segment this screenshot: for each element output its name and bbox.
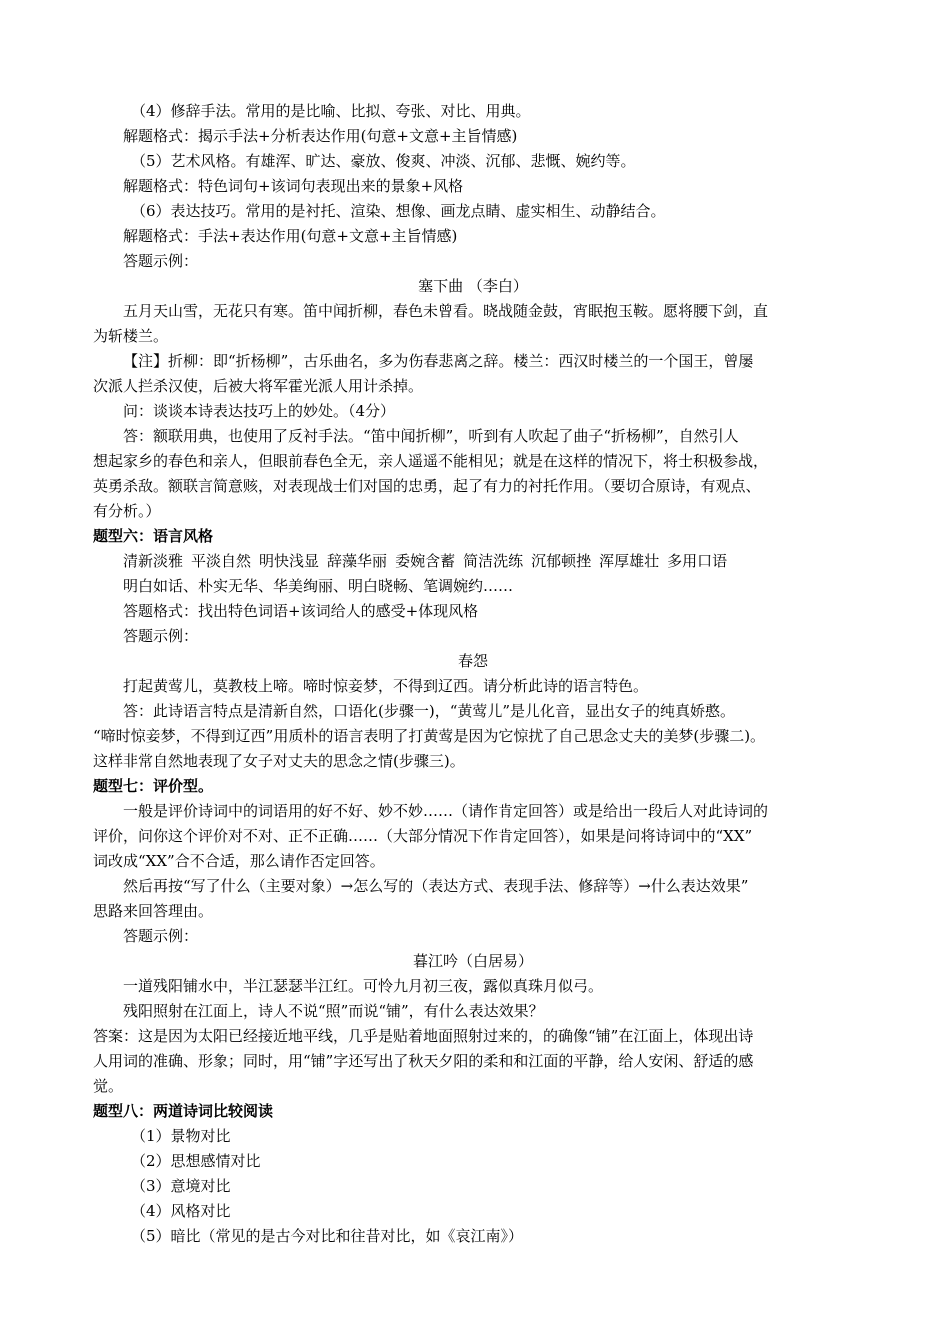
poem-text: 打起黄莺儿，莫教枝上啼。啼时惊妾梦，不得到辽西。请分析此诗的语言特色。 xyxy=(123,677,649,695)
paragraph-text: 一般是评价诗词中的词语用的好不好、妙不妙……（请作肯定回答）或是给出一段后人对此诗词的 xyxy=(123,802,769,820)
section-heading: 题型六：语言风格 xyxy=(93,527,214,545)
style-term: 平淡自然 xyxy=(191,552,252,570)
answer-text: 人用词的准确、形象；同时，用“铺”字还写出了秋天夕阳的柔和和江面的平静，给人安闲、舒适的感 xyxy=(93,1052,754,1070)
style-term: 明快浅显 xyxy=(259,552,320,570)
text-line: 解题格式：手法+表达作用(句意+文意+主旨情感) xyxy=(123,227,458,245)
answer-text: 答：此诗语言特点是清新自然，口语化(步骤一)，“黄莺儿”是儿化音，显出女子的纯真娇憨。 xyxy=(123,702,736,720)
note-text: 【注】折柳：即“折杨柳”，古乐曲名，多为伤春悲离之辞。楼兰：西汉时楼兰的一个国王，曾屡 xyxy=(123,352,754,370)
poem-title: 暮江吟（白居易） xyxy=(412,952,533,970)
text-line: （5）艺术风格。有雄浑、旷达、豪放、俊爽、冲淡、沉郁、悲慨、婉约等。 xyxy=(131,152,636,170)
paragraph-text: 然后再按“写了什么（主要对象）→怎么写的（表达方式、表现手法、修辞等）→什么表达效果” xyxy=(123,877,749,895)
text-line: （4）修辞手法。常用的是比喻、比拟、夸张、对比、用典。 xyxy=(131,102,531,120)
text-line: 答题示例： xyxy=(123,252,199,270)
text-line: 解题格式：揭示手法+分析表达作用(句意+文意+主旨情感) xyxy=(123,127,518,145)
answer-text: 觉。 xyxy=(93,1077,124,1095)
text-line: 明白如话、朴实无华、华美绚丽、明白晓畅、笔调婉约…… xyxy=(123,577,514,595)
style-term: 清新淡雅 xyxy=(123,552,184,570)
text-line: 答题示例： xyxy=(123,627,199,645)
section-heading: 题型七：评价型。 xyxy=(93,777,214,795)
answer-text: 答案：这是因为太阳已经接近地平线，几乎是贴着地面照射过来的，的确像“铺”在江面上，体现出诗 xyxy=(93,1027,754,1045)
style-term: 多用口语 xyxy=(667,552,728,570)
list-item: （5）暗比（常见的是古今对比和往昔对比，如《哀江南》） xyxy=(131,1227,524,1245)
style-term: 辞藻华丽 xyxy=(327,552,388,570)
poem-text: 一道残阳铺水中，半江瑟瑟半江红。可怜九月初三夜，露似真珠月似弓。 xyxy=(123,977,604,995)
style-term: 简洁洗练 xyxy=(463,552,524,570)
style-list xyxy=(93,549,853,574)
poem-title: 塞下曲 （李白） xyxy=(418,277,528,295)
note-text: 次派人拦杀汉使，后被大将军霍光派人用计杀掉。 xyxy=(93,377,424,395)
list-item: （2）思想感情对比 xyxy=(131,1152,261,1170)
answer-text: 英勇杀敌。额联言简意赅，对表现战士们对国的忠勇，起了有力的衬托作用。（要切合原诗，有观点、 xyxy=(93,477,761,495)
style-term: 浑厚雄壮 xyxy=(599,552,660,570)
text-line: （6）表达技巧。常用的是衬托、渲染、想像、画龙点睛、虚实相生、动静结合。 xyxy=(131,202,666,220)
poem-text: 为斩楼兰。 xyxy=(93,327,169,345)
document-body xyxy=(93,99,853,1249)
answer-text: 答：额联用典，也使用了反衬手法。“笛中闻折柳”，听到有人吹起了曲子“折杨柳”，自然引人 xyxy=(123,427,739,445)
paragraph-text: 思路来回答理由。 xyxy=(93,902,214,920)
answer-text: “啼时惊妾梦，不得到辽西”用质朴的语言表明了打黄莺是因为它惊扰了自己思念丈夫的美梦(步骤二)。 xyxy=(93,727,766,745)
text-line: 答题格式：找出特色词语+该词给人的感受+体现风格 xyxy=(123,602,479,620)
question-text: 残阳照射在江面上，诗人不说“照”而说“铺”，有什么表达效果？ xyxy=(123,1002,544,1020)
paragraph-text: 评价，问你这个评价对不对、正不正确……（大部分情况下作肯定回答），如果是问将诗词中的“XX” xyxy=(93,827,753,845)
list-item: （1）景物对比 xyxy=(131,1127,231,1145)
style-term: 沉郁顿挫 xyxy=(531,552,592,570)
answer-text: 有分析。） xyxy=(93,502,161,520)
list-item: （3）意境对比 xyxy=(131,1177,231,1195)
answer-text: 想起家乡的春色和亲人，但眼前春色全无，亲人遥遥不能相见；就是在这样的情况下，将士积极参战， xyxy=(93,452,769,470)
text-line: 解题格式：特色词句+该词句表现出来的景象+风格 xyxy=(123,177,464,195)
question-text: 问：谈谈本诗表达技巧上的妙处。（4分） xyxy=(123,402,396,420)
section-heading: 题型八：两道诗词比较阅读 xyxy=(93,1102,274,1120)
poem-text: 五月天山雪，无花只有寒。笛中闻折柳，春色未曾看。晓战随金鼓，宵眠抱玉鞍。愿将腰下剑，直 xyxy=(123,302,769,320)
poem-title: 春怨 xyxy=(457,652,488,670)
paragraph-text: 词改成“XX”合不合适，那么请作否定回答。 xyxy=(93,852,385,870)
style-term: 委婉含蓄 xyxy=(395,552,456,570)
answer-text: 这样非常自然地表现了女子对丈夫的思念之情(步骤三)。 xyxy=(93,752,465,770)
text-line: 答题示例： xyxy=(123,927,199,945)
list-item: （4）风格对比 xyxy=(131,1202,231,1220)
